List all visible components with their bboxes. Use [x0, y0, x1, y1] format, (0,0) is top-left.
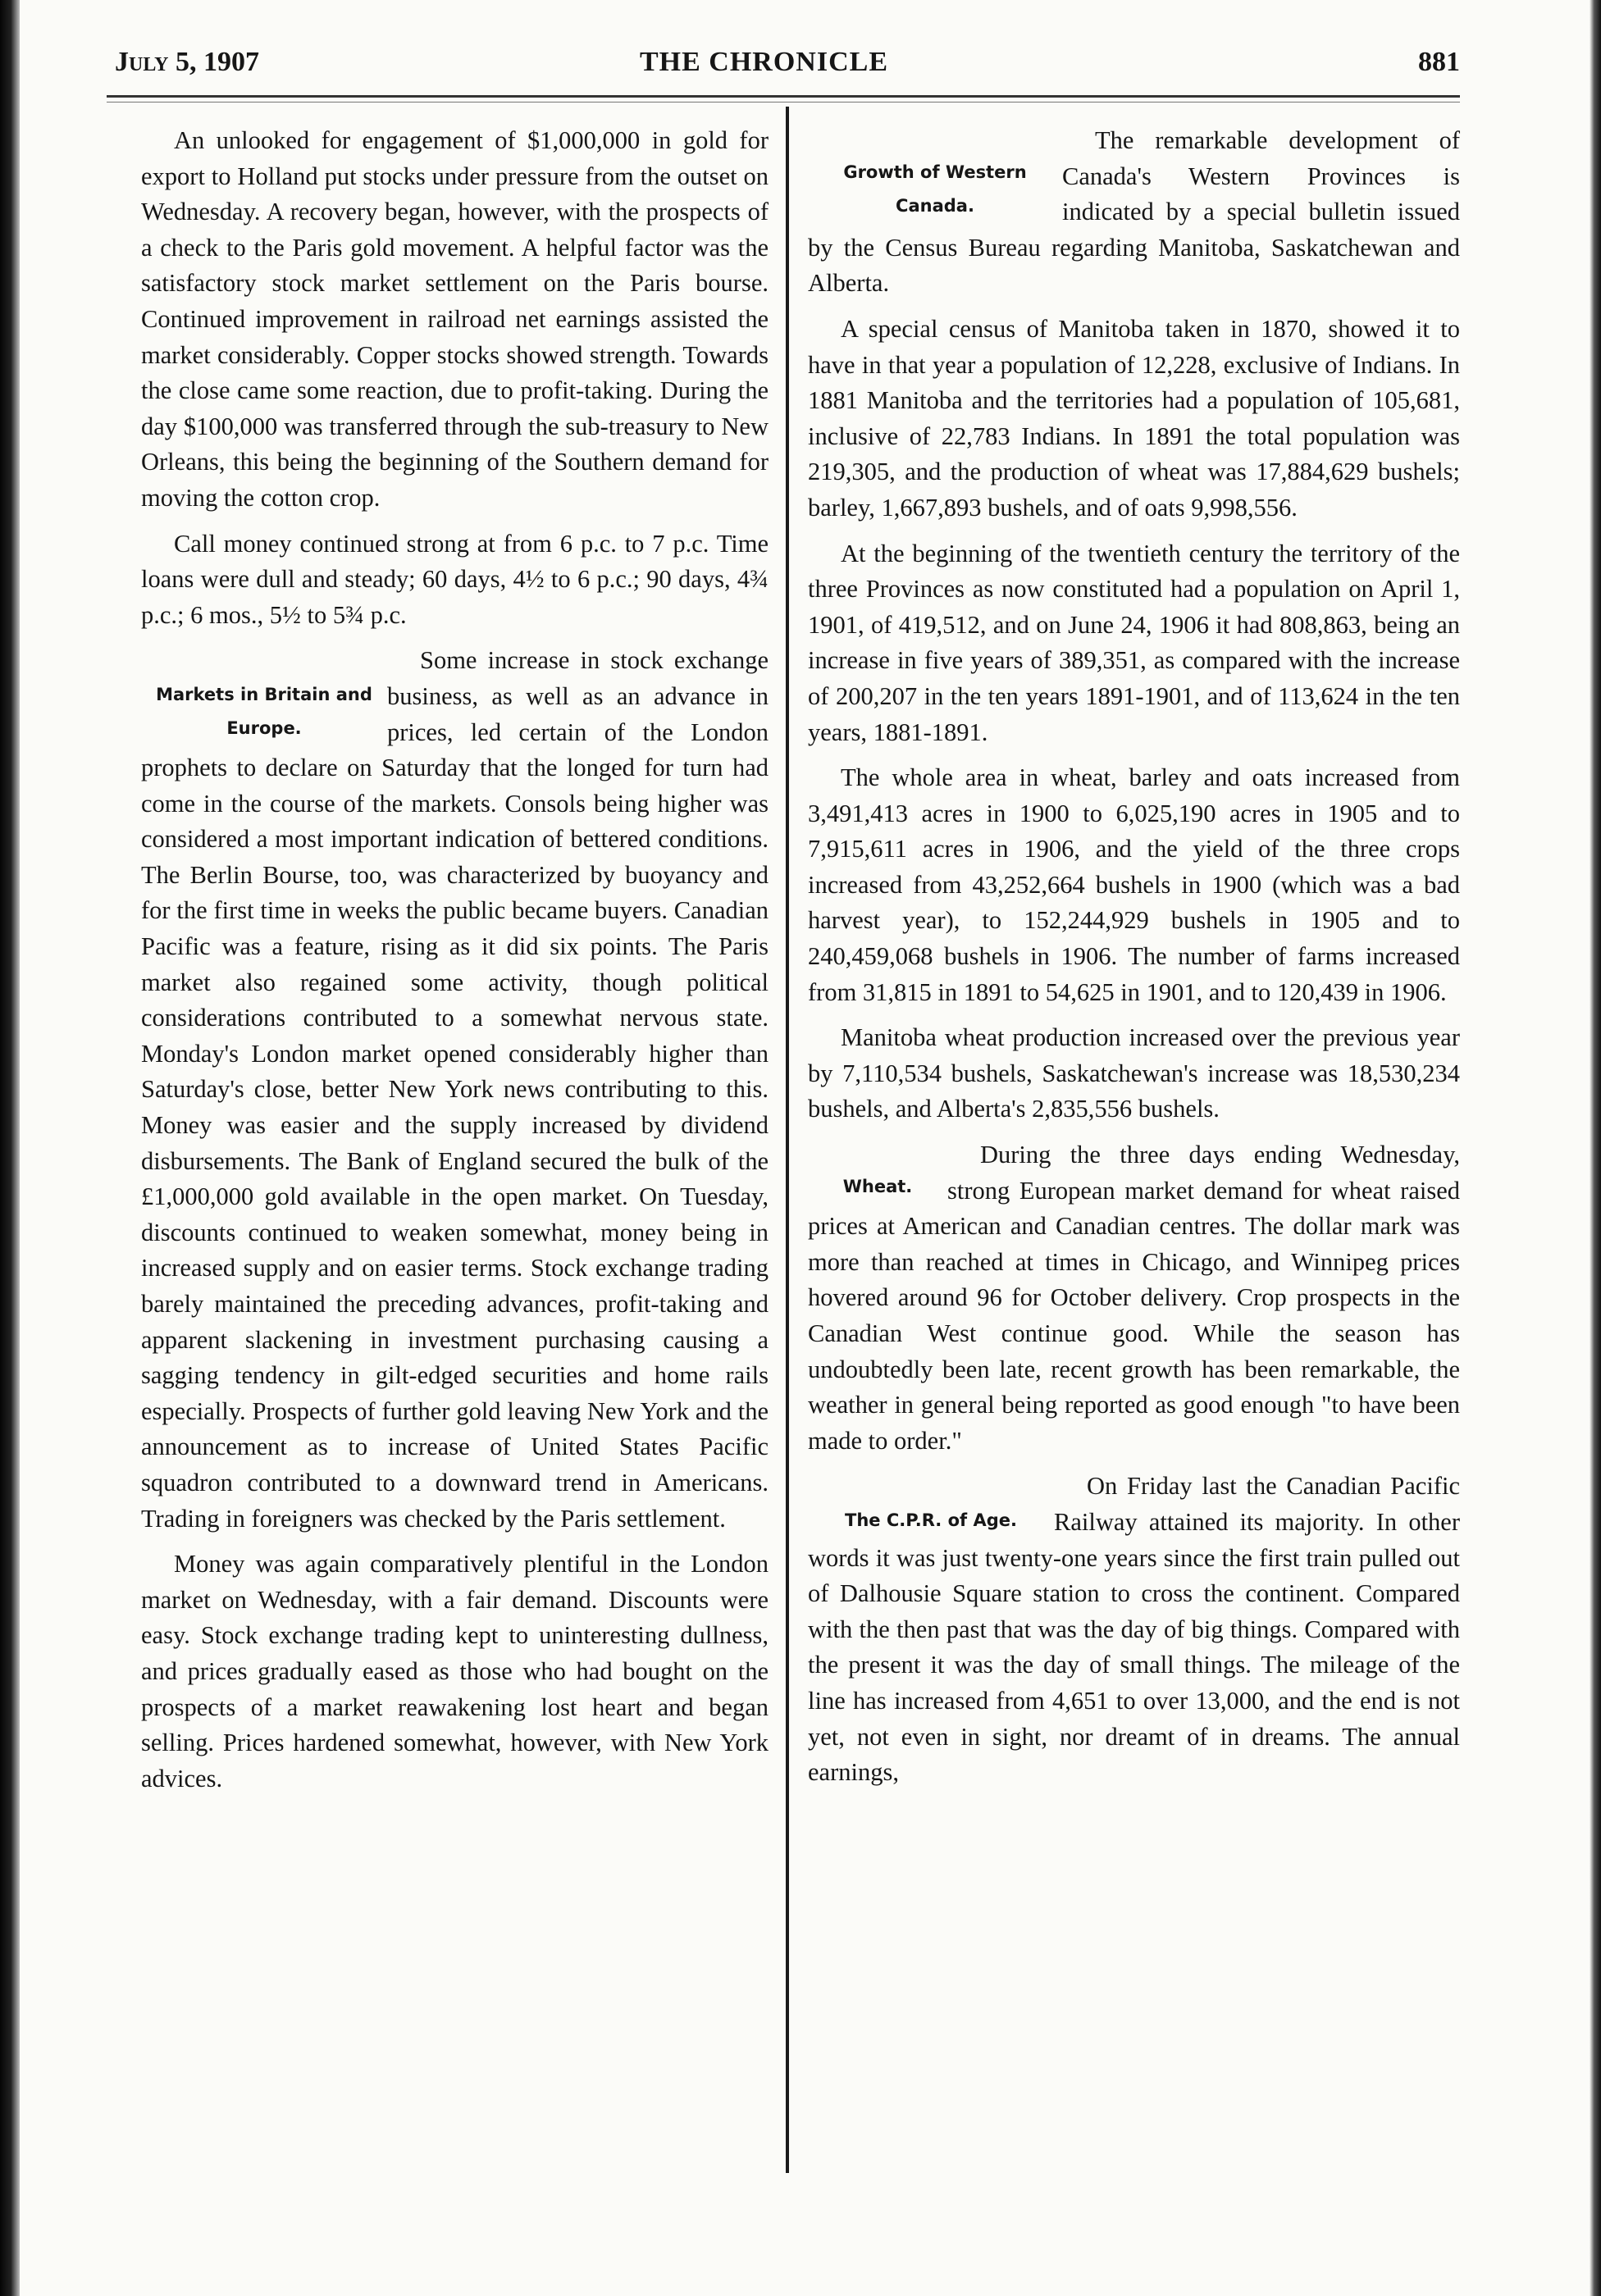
paragraph-wheat-area: The whole area in wheat, barley and oats increased from 3,491,413 acres in 1900 to 6,025,190 acres in 1905 and to 7,915,611 acres in 1906, and the yield of the three crops increased from 43,252,664 bushels in 1900 (which was a bad harvest year), to 152,244,929 bushels in 1905 and to 240,459,068 bushels in 1906. The number of farms increased from 31,815 in 1891 to 54,625 in 1901, and to 120,439 in 1906. [808, 763, 1460, 1006]
publication-title: THE CHRONICLE [640, 47, 888, 77]
paragraph-cpr: On Friday last the Canadian Pacific Railway attained its majority. In other words it was just twenty-one years since the first train pulled out of Dalhousie Square station to cross the continent. Compared with the then past that was the day of big things. Compared with the present it was the day of small things. The mileage of the line has increased from 4,651 to over 13,000, and the end is not yet, not even in sight, nor dreamt of in dreams. The annual earnings, [808, 1472, 1460, 1787]
paragraph-twentieth-century: At the beginning of the twentieth century the territory of the three Provinces as now constituted had a population on April 1, 1901, of 419,512, and on June 24, 1906 it had 808,863, being an increase in five years of 389,351, as compared with the increase of 200,207 in the ten years 1891-1901, and of 113,624 in the ten years, 1881-1891. [808, 539, 1460, 746]
paragraph-census-manitoba: A special census of Manitoba taken in 1870, showed it to have in that year a population of 12,228, exclusive of Indians. In 1881 Manitoba and the territories had a population of 105,681, inclusive of 22,783 Indians. In 1891 the total population was 219,305, and the production of wheat was 17,884,629 bushels; barley, 1,667,893 bushels, and of oats 9,998,556. [808, 314, 1460, 522]
paragraph-growth: The remarkable development of Canada's Western Provinces is indicated by a special bulletin issued by the Census Bureau regarding Manitoba, Saskatchewan and Alberta. [808, 126, 1460, 298]
header-rule [107, 95, 1460, 98]
section-markets-britain-europe [141, 643, 769, 1537]
scan-right-edge [1590, 0, 1601, 2296]
column-divider [786, 107, 789, 2173]
paragraph-call-money: Call money continued strong at from 6 p.c. to 7 p.c. Time loans were dull and steady; 60 days, 4½ to 6 p.c.; 90 days, 4¾ p.c.; 6 mos., 5½ to 5¾ p.c. [141, 529, 769, 629]
paragraph-london-money: Money was again comparatively plentiful in the London market on Wednesday, with a fair demand. Discounts were easy. Stock exchange trading kept to uninteresting dullness, and prices gradually eased as those who had bought on the prospects of a market reawakening lost heart and began selling. Prices hardened somewhat, however, with New York advices. [141, 1550, 769, 1793]
section-cpr-of-age [808, 1469, 1460, 1790]
section-growth-western-canada [808, 123, 1460, 302]
page-header [115, 38, 1460, 87]
sidehead-growth: Growth of Western Canada. [843, 162, 1027, 216]
paragraph-wheat-production: Manitoba wheat production increased over the previous year by 7,110,534 bushels, Saskatchewan's increase was 18,530,234 bushels, and Alberta's 2,835,556 bushels. [808, 1023, 1460, 1123]
sidehead-markets: Markets in Britain and Europe. [156, 685, 372, 739]
left-column [141, 123, 769, 1806]
sidehead-cpr: The C.P.R. of Age. [845, 1510, 1017, 1531]
page-number: 881 [1418, 47, 1460, 77]
paragraph-markets: Some increase in stock exchange business, as well as an advance in prices, led certain of the London prophets to declare on Saturday that the longed for turn had come in the course of the markets. Consols being higher was considered a most important indication of bettered conditions. The Berlin Bourse, too, was characterized by buoyancy and for the first time in weeks the public became buyers. Canadian Pacific was a feature, rising as it did six points. The Paris market also regained some activity, though political considerations contributed to a somewhat nervous state. Monday's London market opened considerably higher than Saturday's close, better New York news contributing to this. Money was easier and the supply increased by dividend disbursements. The Bank of England secured the bulk of the £1,000,000 gold available in the open market. On Tuesday, discounts continued to weaken somewhat, money being in increased supply and on easier terms. Stock exchange trading barely maintained the preceding advances, profit-taking and apparent slackening in investment purchasing causing a sagging tendency in gilt-edged securities and home rails especially. Prospects of further gold leaving New York and the announcement as to increase of United States Pacific squadron contributed to a downward trend in Americans. Trading in foreigners was checked by the Paris settlement. [141, 646, 769, 1533]
right-column [808, 123, 1460, 1801]
sidehead-wheat: Wheat. [842, 1177, 913, 1197]
scan-left-edge [0, 0, 20, 2296]
section-wheat [808, 1137, 1460, 1459]
paragraph-wheat: During the three days ending Wednesday, strong European market demand for wheat raised prices at American and Canadian centres. The dollar mark was more than reached at times in Chicago, and Winnipeg prices hovered around 96 for October delivery. Crop prospects in the Canadian West continue good. While the season has undoubtedly been late, recent growth has been remarkable, the weather in general being reported as good enough "to have been made to order." [808, 1141, 1460, 1455]
paragraph-gold-export: An unlooked for engagement of $1,000,000 in gold for export to Holland put stocks under pressure from the outset on Wednesday. A recovery began, however, with the prospects of a check to the Paris gold movement. A helpful factor was the satisfactory stock market settlement on the Paris bourse. Continued improvement in railroad net earnings assisted the market considerably. Copper stocks showed strength. Towards the close came some reaction, due to profit-taking. During the day $100,000 was transferred through the sub-treasury to New Orleans, this being the beginning of the Southern demand for moving the cotton crop. [141, 126, 769, 512]
issue-date: July 5, 1907 [115, 47, 259, 77]
